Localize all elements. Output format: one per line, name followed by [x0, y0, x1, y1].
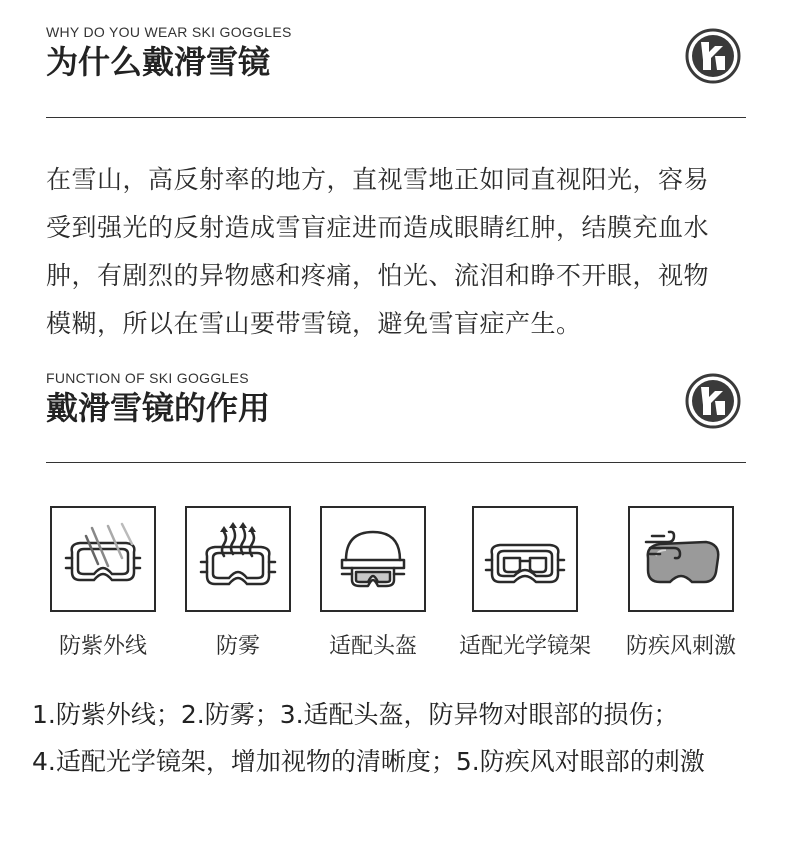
section-why-header: [46, 24, 746, 82]
feature-label: 适配光学镜架: [458, 634, 591, 659]
section-why-english-title: WHY DO YOU WEAR SKI GOGGLES: [46, 24, 292, 40]
feature-label: 适配头盔: [328, 634, 417, 659]
feature-wind-card: [628, 506, 734, 612]
summary-line: 1.防紫外线；2.防雾；3.适配头盔，防异物对眼部的损伤；: [32, 700, 679, 729]
section-function-divider: [46, 462, 746, 463]
section-why-divider: [46, 117, 746, 118]
intro-line: 肿，有剧烈的异物感和疼痛，怕光、流泪和睁不开眼，视物: [46, 261, 710, 290]
section-why-chinese-title: 为什么戴滑雪镜: [46, 43, 271, 81]
intro-line: 受到强光的反射造成雪盲症进而造成眼睛红肿，结膜充血水: [46, 213, 710, 242]
brand-logo-icon: [685, 28, 741, 84]
section-function-english-title: FUNCTION OF SKI GOGGLES: [46, 370, 249, 386]
section-function-chinese-title: 戴滑雪镜的作用: [46, 389, 271, 427]
wind-shield-goggles-icon: [630, 508, 732, 610]
feature-label: 防疾风刺激: [625, 634, 736, 659]
summary-line: 4.适配光学镜架，增加视物的清晰度；5.防疾风对眼部的刺激: [32, 747, 705, 776]
brand-logo-icon: [685, 373, 741, 429]
section-function-header: [46, 370, 746, 428]
feature-optical-card: [472, 506, 578, 612]
intro-line: 在雪山，高反射率的地方，直视雪地正如同直视阳光，容易: [46, 165, 710, 194]
feature-antifog-card: [185, 506, 291, 612]
anti-fog-goggles-icon: [187, 508, 289, 610]
feature-helmet-card: [320, 506, 426, 612]
feature-label: 防紫外线: [58, 634, 147, 659]
uv-protection-goggles-icon: [52, 508, 154, 610]
feature-label: 防雾: [215, 634, 260, 659]
intro-line: 模糊，所以在雪山要带雪镜，避免雪盲症产生。: [46, 309, 582, 338]
feature-uv-card: [50, 506, 156, 612]
optical-frame-goggles-icon: [474, 508, 576, 610]
helmet-goggles-icon: [322, 508, 424, 610]
intro-paragraph: [46, 156, 756, 348]
